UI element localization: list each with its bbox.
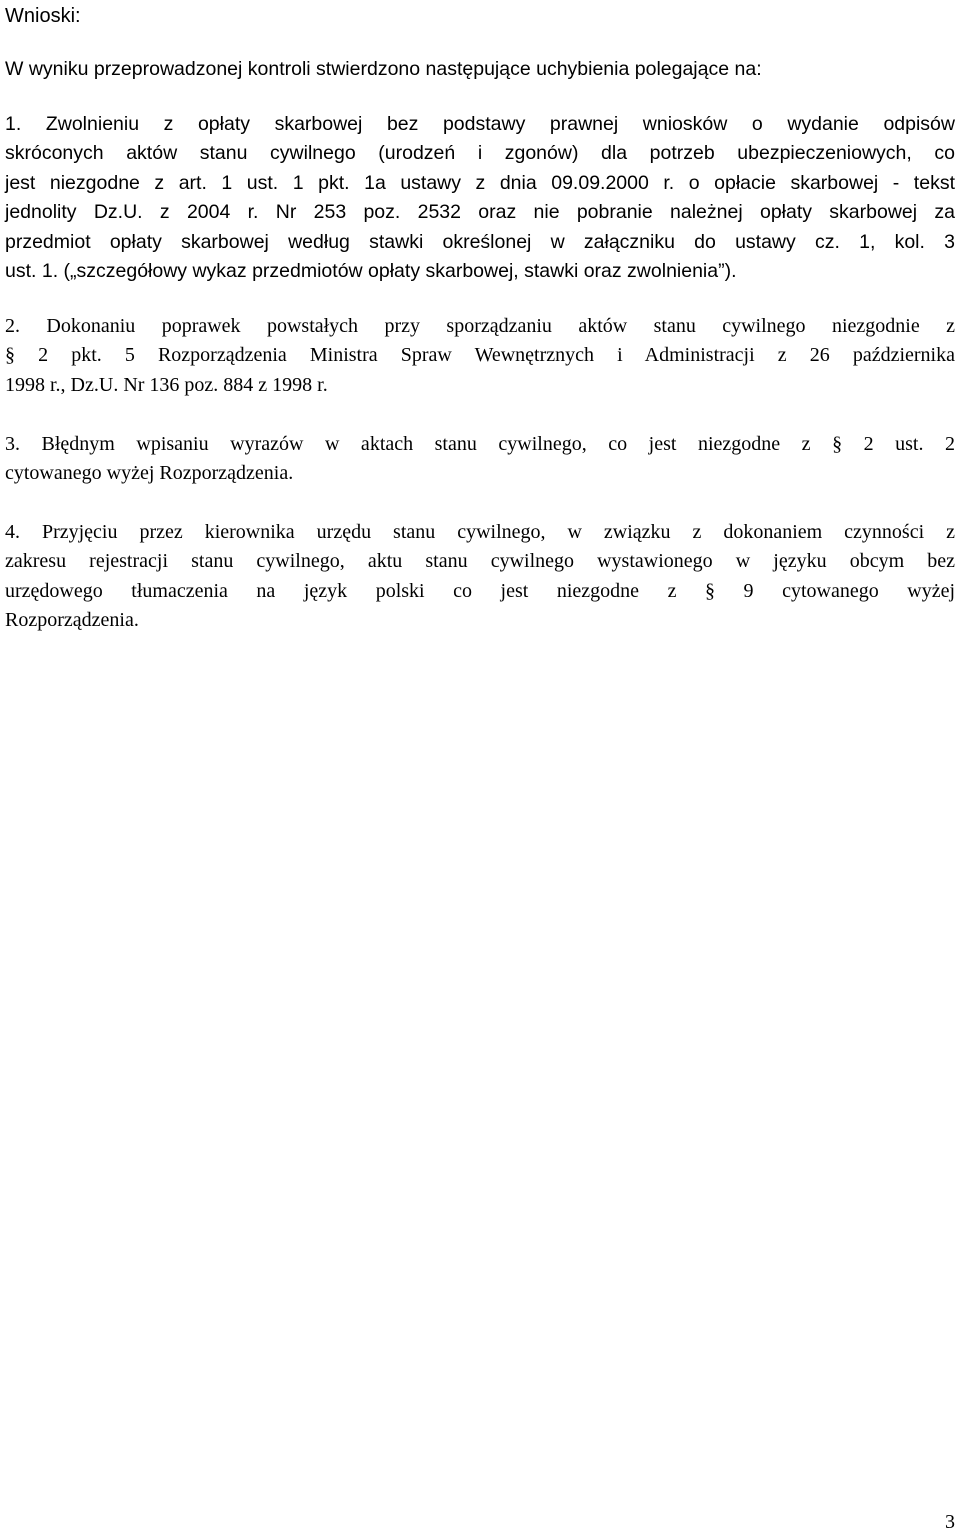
item-1-line-2: skróconych aktów stanu cywilnego (urodzeń i zgonów) dla potrzeb ubezpieczeniowych, co — [5, 142, 955, 165]
item-4-line-4: Rozporządzenia. — [5, 609, 139, 632]
item-3-line-1: 3. Błędnym wpisaniu wyrazów w aktach stanu cywilnego, co jest niezgodne z § 2 ust. 2 — [5, 433, 955, 455]
conclusion-item-3 — [5, 430, 955, 489]
item-1-line-3: jest niezgodne z art. 1 ust. 1 pkt. 1a ustawy z dnia 09.09.2000 r. o opłacie skarbowej - tekst — [5, 171, 955, 194]
item-3-line-2: cytowanego wyżej Rozporządzenia. — [5, 462, 294, 485]
item-1-line-4: jednolity Dz.U. z 2004 r. Nr 253 poz. 2532 oraz nie pobranie należnej opłaty skarbowej za — [5, 201, 955, 224]
item-2-line-2: § 2 pkt. 5 Rozporządzenia Ministra Spraw Wewnętrznych i Administracji z 26 października — [5, 344, 955, 367]
item-4-line-3: urzędowego tłumaczenia na język polski co jest niezgodne z § 9 cytowanego wyżej — [5, 579, 955, 602]
item-4-line-2: zakresu rejestracji stanu cywilnego, aktu stanu cywilnego wystawionego w języku obcym bez — [5, 550, 955, 573]
item-1-line-5: przedmiot opłaty skarbowej według stawki określonej w załączniku do ustawy cz. 1, kol. 3 — [5, 230, 955, 253]
conclusions-heading: Wnioski: — [5, 5, 81, 27]
conclusion-item-2 — [5, 312, 955, 400]
conclusion-item-1 — [5, 110, 955, 286]
item-2-line-3: 1998 r., Dz.U. Nr 136 poz. 884 z 1998 r. — [5, 373, 328, 396]
page-number: 3 — [945, 1511, 955, 1533]
item-2-line-1: 2. Dokonaniu poprawek powstałych przy sporządzaniu aktów stanu cywilnego niezgodnie z — [5, 315, 955, 337]
item-1-line-1: 1. Zwolnieniu z opłaty skarbowej bez podstawy prawnej wniosków o wydanie odpisów — [5, 113, 955, 135]
item-4-line-1: 4. Przyjęciu przez kierownika urzędu stanu cywilnego, w związku z dokonaniem czynności z — [5, 521, 955, 543]
item-1-line-6: ust. 1. („szczegółowy wykaz przedmiotów opłaty skarbowej, stawki oraz zwolnienia”). — [5, 259, 737, 282]
conclusion-item-4 — [5, 518, 955, 636]
intro-text: W wyniku przeprowadzonej kontroli stwierdzono następujące uchybienia polegające na: — [5, 58, 762, 80]
